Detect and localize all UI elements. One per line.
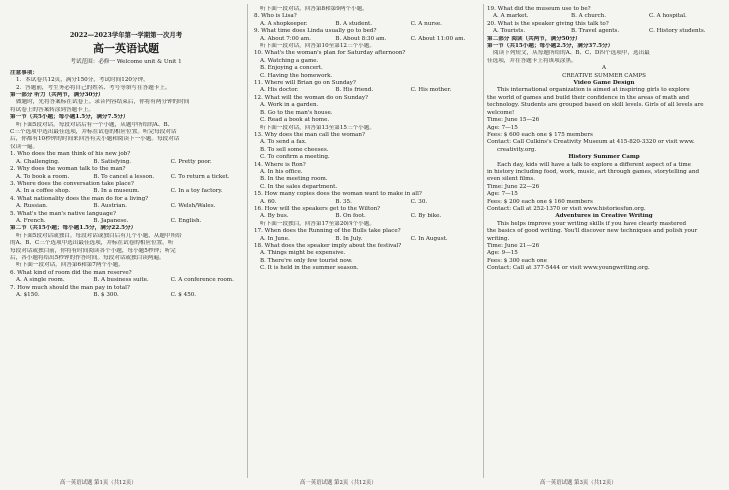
text-line: 第一节（共15小题；每小题2.5分，满分37.5分） <box>487 43 614 50</box>
page-2-column <box>254 6 480 476</box>
answer-option: C. In a toy factory. <box>170 188 223 195</box>
text-line: C. Read a book at home. <box>260 117 330 124</box>
option-row <box>10 159 242 166</box>
page-1-footer: 高一英语试题 第1页（共12页） <box>60 480 137 486</box>
answer-option: A. A market. <box>493 13 529 20</box>
page-2-footer: 高一英语试题 第2页（共12页） <box>300 480 377 486</box>
answer-option: B. His friend. <box>335 87 374 94</box>
text-line: 4. What nationality does the man do for a living? <box>10 195 149 202</box>
text-line: 听下面一段独白，回答第17至第20四个小题。 <box>260 220 375 227</box>
text-line: 听下面一段对话，回答第13至第15三个小题。 <box>260 124 375 131</box>
page-1-column <box>10 6 242 476</box>
answer-option: B. A business suite. <box>93 277 149 284</box>
text-line: 6. What kind of room did the man reserve? <box>10 269 132 276</box>
answer-option: C. 30. <box>410 198 428 205</box>
text-line: Contact: Call at 377-5444 or visit www.youngwriting.org. <box>487 265 650 272</box>
option-row <box>10 292 242 299</box>
text-line: Each day, kids will have a talk to explore a different aspect of a time <box>497 161 691 168</box>
answer-option: B. Japanese. <box>93 217 129 224</box>
text-line: History Summer Camp <box>568 154 640 161</box>
text-line: This international organization is aimed at inspiring girls to explore <box>497 87 690 94</box>
answer-option: B. Satisfying. <box>93 158 132 165</box>
answer-option: C. English. <box>170 217 202 224</box>
answer-option: B. About 8:30 am. <box>335 35 387 42</box>
text-line: 听下面5段对话。每段对话后有一个小题，从题中所给的A、B、 <box>16 121 174 128</box>
answer-option: C. In August. <box>410 235 448 242</box>
answer-option: B. A student. <box>335 20 373 27</box>
answer-option: C. About 11:00 am. <box>410 35 466 42</box>
text-line: in history including food, work, music, art through games, storytelling and <box>487 168 700 175</box>
text-line: Age: 7—15 <box>487 191 518 198</box>
answer-option: A. About 7:00 am. <box>260 35 311 42</box>
text-line: welcome! <box>487 109 515 116</box>
text-line: A. Things might be expensive. <box>260 250 346 257</box>
text-line: 11. Where will Brian go on Sunday? <box>254 80 356 87</box>
option-row <box>487 13 721 20</box>
answer-option: B. On foot. <box>335 213 366 220</box>
answer-option: B. In a museum. <box>93 188 140 195</box>
answer-option: B. 35. <box>335 198 352 205</box>
text-line: 18. What does the speaker imply about the festival? <box>254 243 402 249</box>
text-line: 10. What's the woman's plan for Saturday afternoon? <box>254 50 406 57</box>
answer-option: B. A church. <box>571 13 607 20</box>
answer-option: C. A hospital. <box>649 13 687 20</box>
text-line: the world of games and build their confidence in the areas of math and <box>487 94 690 101</box>
answer-option: A. In June. <box>260 235 290 242</box>
text-line: writing. <box>487 235 510 242</box>
text-line: 听下面一段对话，回答第8和第9两个小题。 <box>260 6 368 12</box>
text-line: 7. How much should the man pay in total? <box>10 284 130 291</box>
text-line: Video Game Design <box>573 80 635 87</box>
answer-option: B. In July. <box>335 235 363 242</box>
text-line: C. It is held in the summer season. <box>260 265 359 272</box>
text-line: Time: June 21—26 <box>487 243 540 249</box>
text-line: 第一部分 听力（共两节，满分30分） <box>10 92 104 99</box>
answer-option: A. Challenging. <box>16 158 60 165</box>
text-line: A. To send a fax. <box>260 139 307 146</box>
text-line: 12. What will the woman do on Sunday? <box>254 94 369 101</box>
exam-term-header: 2022—2023学年第一学期第一次月考 <box>69 31 183 39</box>
text-line: even silent films. <box>487 176 536 183</box>
text-line: Time: June 15—26 <box>487 117 540 124</box>
answer-option: B. Travel agents. <box>571 28 620 35</box>
text-line: 13. Why does the man call the woman? <box>254 131 365 138</box>
text-line: 做题时，先将答案标在试卷上。录音内容结束后，你将有两分钟的时间 <box>16 99 190 106</box>
text-line: 19. What did the museum use to be? <box>487 6 591 12</box>
text-line: Contact: Call Culkins's Creativity Museum at 415-820-3320 or visit www. <box>487 139 695 146</box>
text-line: 第二部分 阅读（共两节，满分50分） <box>487 35 581 42</box>
text-line: 听下面一段对话，回答第10至第12三个小题。 <box>260 43 375 50</box>
text-line: C. In the sales department. <box>260 183 338 190</box>
text-line: A <box>601 65 607 72</box>
answer-option: C. A nurse. <box>410 20 442 27</box>
text-line: Fees: $ 300 each one <box>487 257 547 264</box>
text-line: 1．本试卷共12页，满分150分，考试时间120分钟。 <box>16 77 149 84</box>
page-2-body <box>254 6 480 273</box>
text-line: CREATIVE SUMMER CAMPS <box>562 72 646 79</box>
answer-option: A. French. <box>16 217 46 224</box>
answer-option: B. $ 300. <box>93 292 119 298</box>
text-line: 注意事项： <box>10 69 38 76</box>
answer-option: A. By bus. <box>260 213 289 220</box>
text-line: B. There're only few tourist now. <box>260 257 353 264</box>
text-line: 将试卷上的答案转涂到答题卡上。 <box>10 106 94 113</box>
text-line: 2. Why does the woman talk to the man? <box>10 166 126 173</box>
option-row <box>487 28 721 35</box>
answer-option: C. His mother. <box>410 87 452 94</box>
text-line: 后，各小题将给出5秒钟的作答时间。每段对话或独白读两遍。 <box>10 254 165 261</box>
page-3-footer: 高一英语试题 第3页（共12页） <box>540 480 617 486</box>
answer-option: A. A single room. <box>16 277 65 284</box>
column-divider <box>247 4 248 478</box>
text-line: 9. What time does Linda usually go to bed? <box>254 28 377 35</box>
answer-option: A. In a coffee shop. <box>16 188 71 195</box>
text-line: 15. How many copies does the woman want to make in all? <box>254 191 422 198</box>
option-row <box>10 218 242 225</box>
answer-option: A. His doctor. <box>260 87 299 94</box>
answer-option: C. By bike. <box>410 213 442 220</box>
option-row <box>10 174 242 181</box>
text-line: C. Having the homework. <box>260 72 333 79</box>
text-line: A. Work in a garden. <box>260 102 319 109</box>
page-3-body <box>487 6 721 273</box>
exam-title: 高一英语试题 <box>93 42 159 56</box>
option-row <box>10 203 242 210</box>
text-line: 20. What is the speaker giving this talk to? <box>487 20 609 27</box>
answer-option: C. Welsh/Wales. <box>170 203 216 210</box>
option-row <box>10 277 242 284</box>
option-row <box>254 87 480 94</box>
text-line: 5. What's the man's native language? <box>10 210 116 217</box>
text-line: Fees: $ 600 each one $ 175 members <box>487 131 593 138</box>
text-line: 后，你都有10秒钟的时间来回答有关小题和阅读下一小题。每段对话 <box>10 136 180 143</box>
answer-option: C. Pretty poor. <box>170 158 212 165</box>
text-line: Age: 7—15 <box>487 124 518 131</box>
option-row <box>254 236 480 243</box>
text-line: Fees: $ 200 each one $ 160 members <box>487 198 593 205</box>
text-line: 16. How will the speakers get to the Wilton? <box>254 205 381 212</box>
answer-option: A. A shopkeeper. <box>260 20 308 27</box>
text-line: 8. Who is Lisa? <box>254 13 297 20</box>
text-line: Adventures in Creative Writing <box>555 213 653 220</box>
text-line: 佳选项，并在答题卡上将该项涂黑。 <box>487 57 577 64</box>
text-line: technology. Students are grouped based on skill levels. Girls of all levels are <box>487 102 704 109</box>
text-line: B. Go to the man's house. <box>260 109 333 116</box>
text-line: B. Enjoying a concert. <box>260 65 323 72</box>
text-line: 1. Who does the man think of his new job? <box>10 151 131 158</box>
text-line: 听下面5段对话或独白。每段对话或独白后有几个小题，从题中所给 <box>16 232 182 239</box>
answer-option: C. $ 450. <box>170 292 197 298</box>
option-row <box>254 213 480 220</box>
text-line: C. To confirm a meeting. <box>260 154 330 161</box>
answer-option: C. History students. <box>649 28 706 35</box>
column-divider <box>483 4 484 478</box>
text-line: 阅读下列短文，从每题所给的A、B、C、D四个选项中，选出最 <box>493 50 650 57</box>
text-line: creativity.org. <box>497 146 537 153</box>
text-line: A. In his office. <box>260 168 303 175</box>
answer-option: C. A conference room. <box>170 277 234 284</box>
page-1-body <box>10 70 242 300</box>
text-line: 每段对话或独白前，你将有时间阅读各个小题，每小题5秒钟；听完 <box>10 247 176 254</box>
answer-option: C. To return a ticket. <box>170 173 230 180</box>
option-row <box>254 21 480 28</box>
text-line: B. In the meeting room. <box>260 176 328 183</box>
text-line: This helps improve your writing skills if you have clearly mastered <box>497 220 687 227</box>
answer-option: B. Austrian. <box>93 203 127 210</box>
text-line: 仅读一遍。 <box>10 143 38 150</box>
answer-option: A. 60. <box>260 198 277 205</box>
exam-scope: 考试范围：必修一 Welcome unit & Unit 1 <box>70 59 182 66</box>
text-line: 17. When does the Running of the Bulls take place? <box>254 228 401 235</box>
text-line: Time: June 22—26 <box>487 183 540 190</box>
text-line: 的A、B、C三个选项中选出最佳选项，并标在试卷的相应位置。听 <box>10 240 174 247</box>
text-line: A. Watching a game. <box>260 57 319 64</box>
answer-option: A. $150. <box>16 292 40 298</box>
answer-option: A. To book a room. <box>16 173 70 180</box>
text-line: 3. Where does the conversation take place? <box>10 180 134 187</box>
text-line: B. To sell some cheeses. <box>260 146 329 153</box>
text-line: the basics of good writing. You'll discover new techniques and polish your <box>487 228 698 235</box>
text-line: Contact: Call at 252-1370 or visit www.historiesfun.org. <box>487 205 646 212</box>
answer-option: B. To cancel a lesson. <box>93 173 155 180</box>
text-line: 14. Where is Ron? <box>254 161 306 168</box>
text-line: C三个选项中选出最佳选项，并标在试卷的相应位置。听完每段对话 <box>10 129 177 136</box>
option-row <box>254 36 480 43</box>
answer-option: A. Russian. <box>16 203 48 210</box>
text-line: 2．答题前，考生务必将自己的姓名、考号等填写在答题卡上。 <box>16 84 171 91</box>
text-line: 第一节（共5小题；每小题1.5分，满分7.5分） <box>10 114 129 121</box>
text-line: Age: 9—15 <box>487 250 518 257</box>
option-row <box>10 188 242 195</box>
text-line: 听下面一段对话，回答第6和第7两个小题。 <box>16 262 124 269</box>
text-line: 第二节（共15小题；每小题1.5分，满分22.5分） <box>10 225 137 232</box>
answer-option: A. Tourists. <box>493 28 526 35</box>
option-row <box>254 199 480 206</box>
page-3-column <box>487 6 721 476</box>
